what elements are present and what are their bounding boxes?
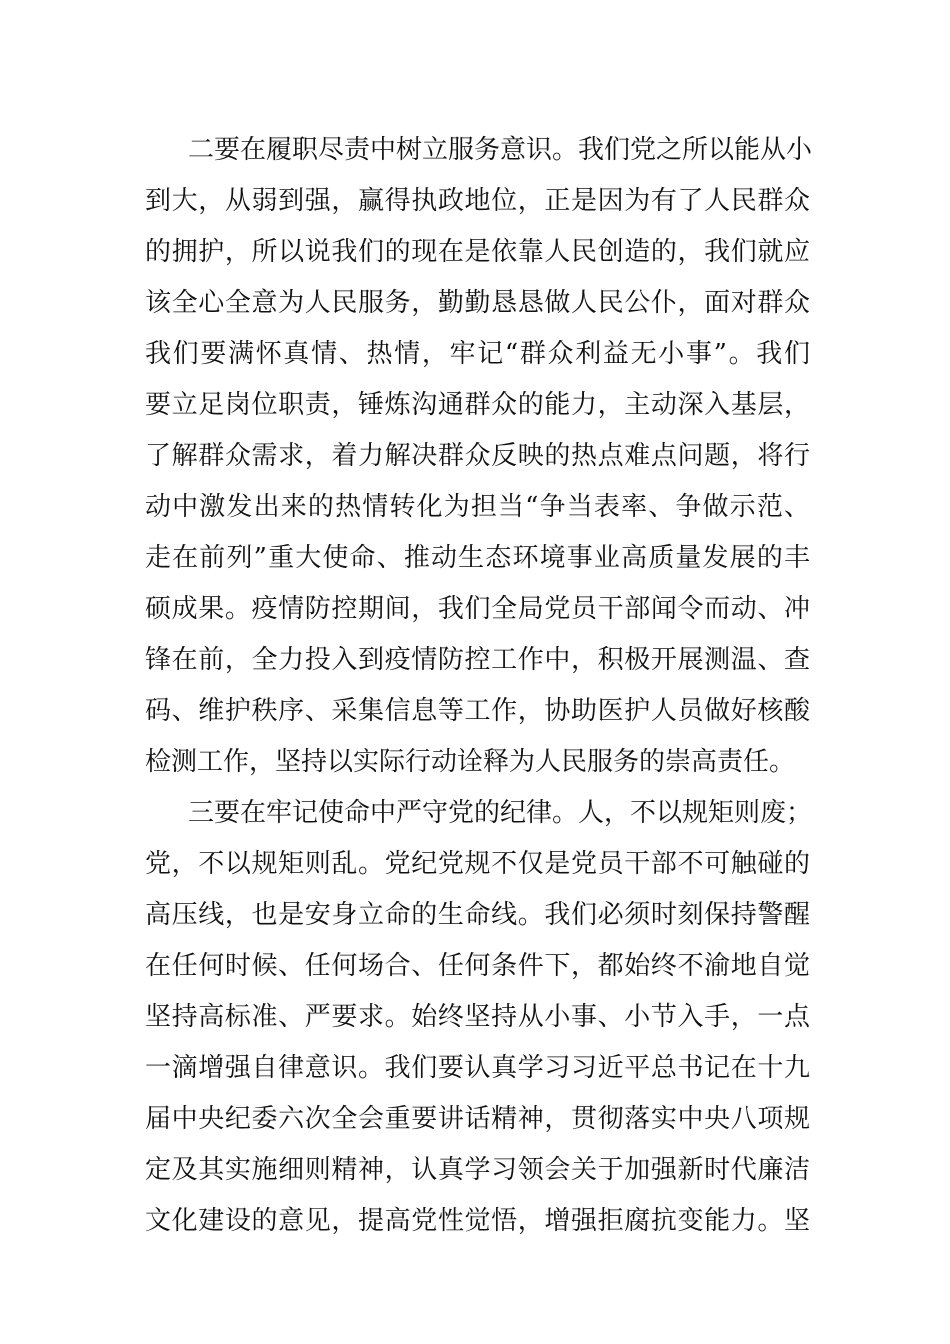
paragraph-2-line-9: 走在前列”重大使命、推动生态环境事业高质量发展的丰 xyxy=(145,543,810,573)
paragraph-2-line-10: 硕成果。疫情防控期间，我们全局党员干部闻令而动、冲 xyxy=(145,594,810,624)
paragraph-3-line-6: 一滴增强自律意识。我们要认真学习习近平总书记在十九 xyxy=(145,1053,810,1083)
paragraph-3-line-1: 三要在牢记使命中严守党的纪律。人，不以规矩则废； xyxy=(188,798,813,828)
paragraph-2-line-5: 我们要满怀真情、热情，牢记“群众利益无小事”。我们 xyxy=(145,339,810,369)
paragraph-3-line-4: 在任何时候、任何场合、任何条件下，都始终不渝地自觉 xyxy=(145,951,810,981)
paragraph-3-line-5: 坚持高标准、严要求。始终坚持从小事、小节入手，一点 xyxy=(145,1002,810,1032)
paragraph-2-line-12: 码、维护秩序、采集信息等工作，协助医护人员做好核酸 xyxy=(145,696,810,726)
paragraph-3-line-3: 高压线，也是安身立命的生命线。我们必须时刻保持警醒 xyxy=(145,900,810,930)
paragraph-2-line-6: 要立足岗位职责，锤炼沟通群众的能力，主动深入基层， xyxy=(145,390,810,420)
paragraph-2-line-8: 动中激发出来的热情转化为担当“争当表率、争做示范、 xyxy=(145,492,810,522)
paragraph-3-line-7: 届中央纪委六次全会重要讲话精神，贯彻落实中央八项规 xyxy=(145,1104,810,1134)
paragraph-2-line-3: 的拥护，所以说我们的现在是依靠人民创造的，我们就应 xyxy=(145,237,810,267)
paragraph-2-line-7: 了解群众需求，着力解决群众反映的热点难点问题，将行 xyxy=(145,441,810,471)
paragraph-3-line-8: 定及其实施细则精神，认真学习领会关于加强新时代廉洁 xyxy=(145,1155,810,1185)
paragraph-2-line-4: 该全心全意为人民服务，勤勤恳恳做人民公仆，面对群众 xyxy=(145,288,810,318)
paragraph-3-line-2: 党，不以规矩则乱。党纪党规不仅是党员干部不可触碰的 xyxy=(145,849,810,879)
paragraph-2-line-11: 锋在前，全力投入到疫情防控工作中，积极开展测温、查 xyxy=(145,645,810,675)
paragraph-2-line-13: 检测工作，坚持以实际行动诠释为人民服务的崇高责任。 xyxy=(145,747,796,777)
paragraph-3-line-9: 文化建设的意见，提高党性觉悟，增强拒腐抗变能力。坚 xyxy=(145,1206,810,1236)
paragraph-2-line-2: 到大，从弱到强，赢得执政地位，正是因为有了人民群众 xyxy=(145,186,810,216)
paragraph-2-line-1: 二要在履职尽责中树立服务意识。我们党之所以能从小 xyxy=(188,135,813,165)
